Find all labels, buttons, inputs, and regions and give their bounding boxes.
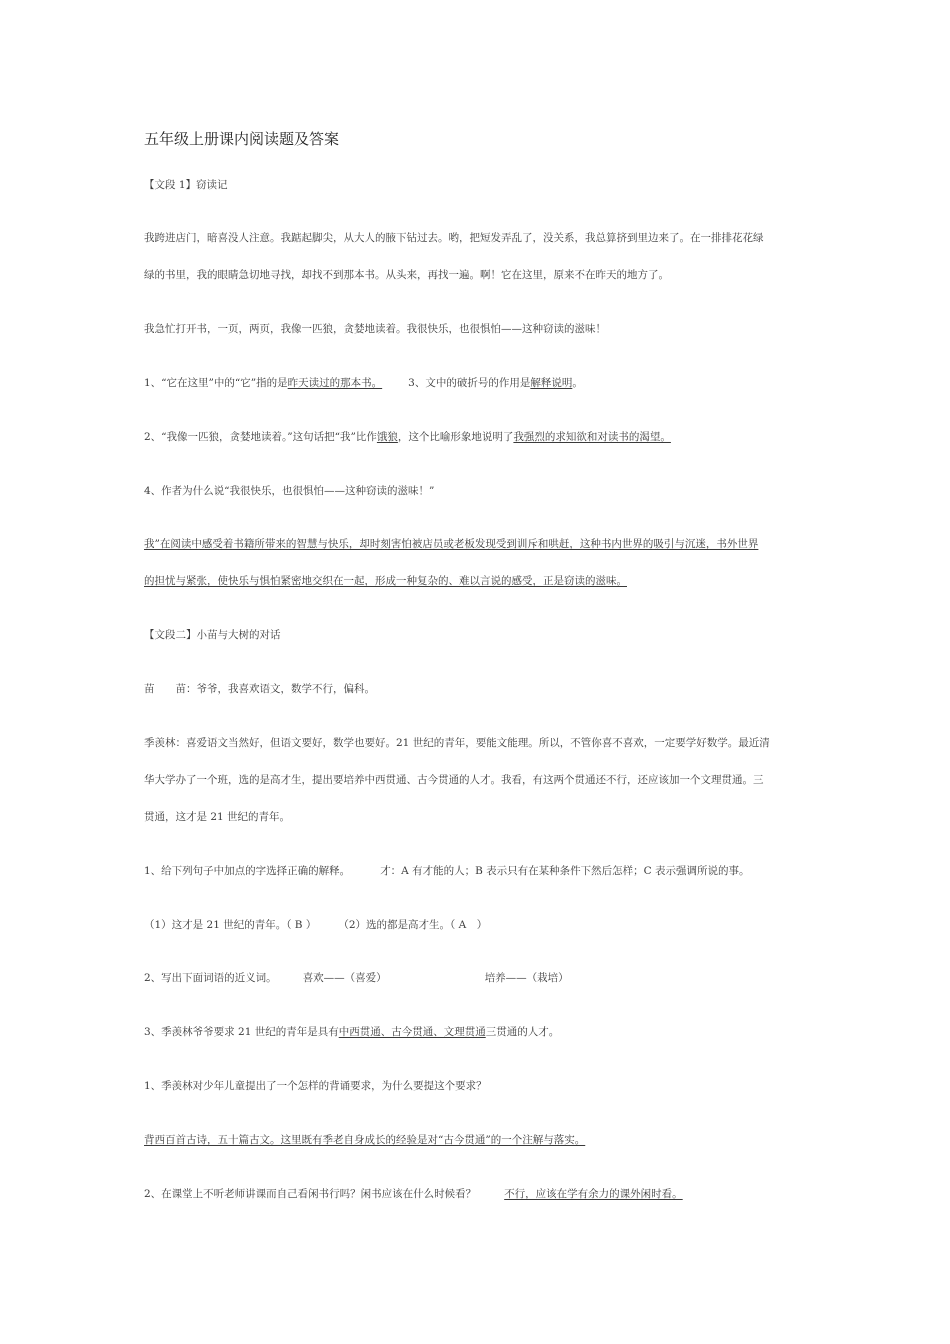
- answer-text: 不行，应该在学有余力的课外闲时看。: [504, 1188, 683, 1200]
- question-text: 三贯通的人才。: [485, 1026, 560, 1038]
- dialogue-line: 苗 苗：爷爷，我喜欢语文，数学不行，偏科。: [144, 683, 375, 695]
- question-1: [144, 376, 583, 390]
- question-text: ，这个比喻形象地说明了: [397, 431, 514, 443]
- punctuation: 。: [572, 377, 583, 389]
- answer-text: 中西贯通、古今贯通、文理贯通: [338, 1026, 486, 1038]
- answer-text: 我强烈的求知欲和对读书的渴望。: [513, 431, 671, 443]
- question-1-subitems: [144, 918, 487, 932]
- answer-line: 背西百首古诗，五十篇古文。这里既有季老自身成长的经验是对“古今贯通”的一个注解与落实。: [144, 1134, 586, 1146]
- answer-text: 饿狼: [376, 431, 398, 443]
- question-2: [144, 430, 697, 444]
- question-text: 2、写出下面词语的近义词。: [144, 972, 277, 984]
- question-text: 2、在课堂上不听老师讲课而自己看闲书行吗？闲书应该在什么时候看？: [144, 1188, 477, 1200]
- question-1: [144, 864, 750, 878]
- question-5: [144, 1187, 683, 1201]
- answer-text: 喜欢——（喜爱）: [302, 972, 387, 984]
- answer-text: 解释说明: [530, 377, 573, 389]
- section-heading-1: 【文段 1】窃读记: [144, 179, 228, 191]
- question-text: 1、给下列句子中加点的字选择正确的解释。: [144, 865, 351, 877]
- question-text: 1、“它在这里”中的“它”指的是: [144, 377, 288, 389]
- question-text: 3、季羡林爷爷要求 21 世纪的青年是具有: [144, 1026, 339, 1038]
- paragraph: 我急忙打开书，一页，两页，我像一匹狼，贪婪地读着。我很快乐，也很惧怕——这种窃读的滋味！: [144, 323, 606, 335]
- paragraph-line: 我跨进店门，暗喜没人注意。我踮起脚尖，从大人的腋下钻过去。哟，把短发弄乱了，没关系，我总算挤到里边来了。在一排排花花绿: [144, 232, 764, 244]
- paragraph-line: 绿的书里，我的眼睛急切地寻找，却找不到那本书。从头来，再找一遍。啊！它在这里，原来不在昨天的地方了。: [144, 269, 669, 281]
- sub-question: （1）这才是 21 世纪的青年。（ B ）: [144, 919, 317, 931]
- answer-text: 昨天读过的那本书。: [287, 377, 383, 389]
- sub-question: （2）选的都是高才生。（ A ）: [338, 919, 488, 931]
- dialogue-line: 季羡林：喜爱语文当然好，但语文要好，数学也要好。21 世纪的青年，要能文能理。所以，不管你喜不喜欢，一定要学好数学。最近清: [144, 737, 770, 749]
- question-4: 1、季羡林对少年儿童提出了一个怎样的背诵要求，为什么要提这个要求？: [144, 1080, 487, 1092]
- answer-line: 的担忧与紧张，使快乐与惧怕紧密地交织在一起，形成一种复杂的、难以言说的感受，正是窃读的滋味。: [144, 575, 627, 587]
- question-text: 2、“我像一匹狼，贪婪地读着。”这句话把“我”比作: [144, 431, 377, 443]
- dialogue-line: 贯通，这才是 21 世纪的青年。: [144, 811, 291, 823]
- page-title: 五年级上册课内阅读题及答案: [144, 130, 340, 148]
- answer-text: 培养——（栽培）: [484, 972, 569, 984]
- answer-line: 我”在阅读中感受着书籍所带来的智慧与快乐，却时刻害怕被店员或老板发现受到训斥和哄赶，这种书内世界的吸引与沉迷，书外世界: [144, 538, 759, 550]
- section-heading-2: 【文段二】小苗与大树的对话: [144, 629, 281, 641]
- question-text: 3、文中的破折号的作用是: [408, 377, 531, 389]
- question-2: [144, 971, 569, 985]
- question-4: 4、作者为什么说“我很快乐，也很惧怕——这种窃读的滋味！”: [144, 485, 435, 497]
- question-3: [144, 1025, 559, 1039]
- answer-options: 才：A 有才能的人；B 表示只有在某种条件下然后怎样；C 表示强调所说的事。: [380, 865, 750, 877]
- dialogue-line: 华大学办了一个班，选的是高才生，提出要培养中西贯通、古今贯通的人才。我看，有这两个贯通还不行，还应该加一个文理贯通。三: [144, 774, 764, 786]
